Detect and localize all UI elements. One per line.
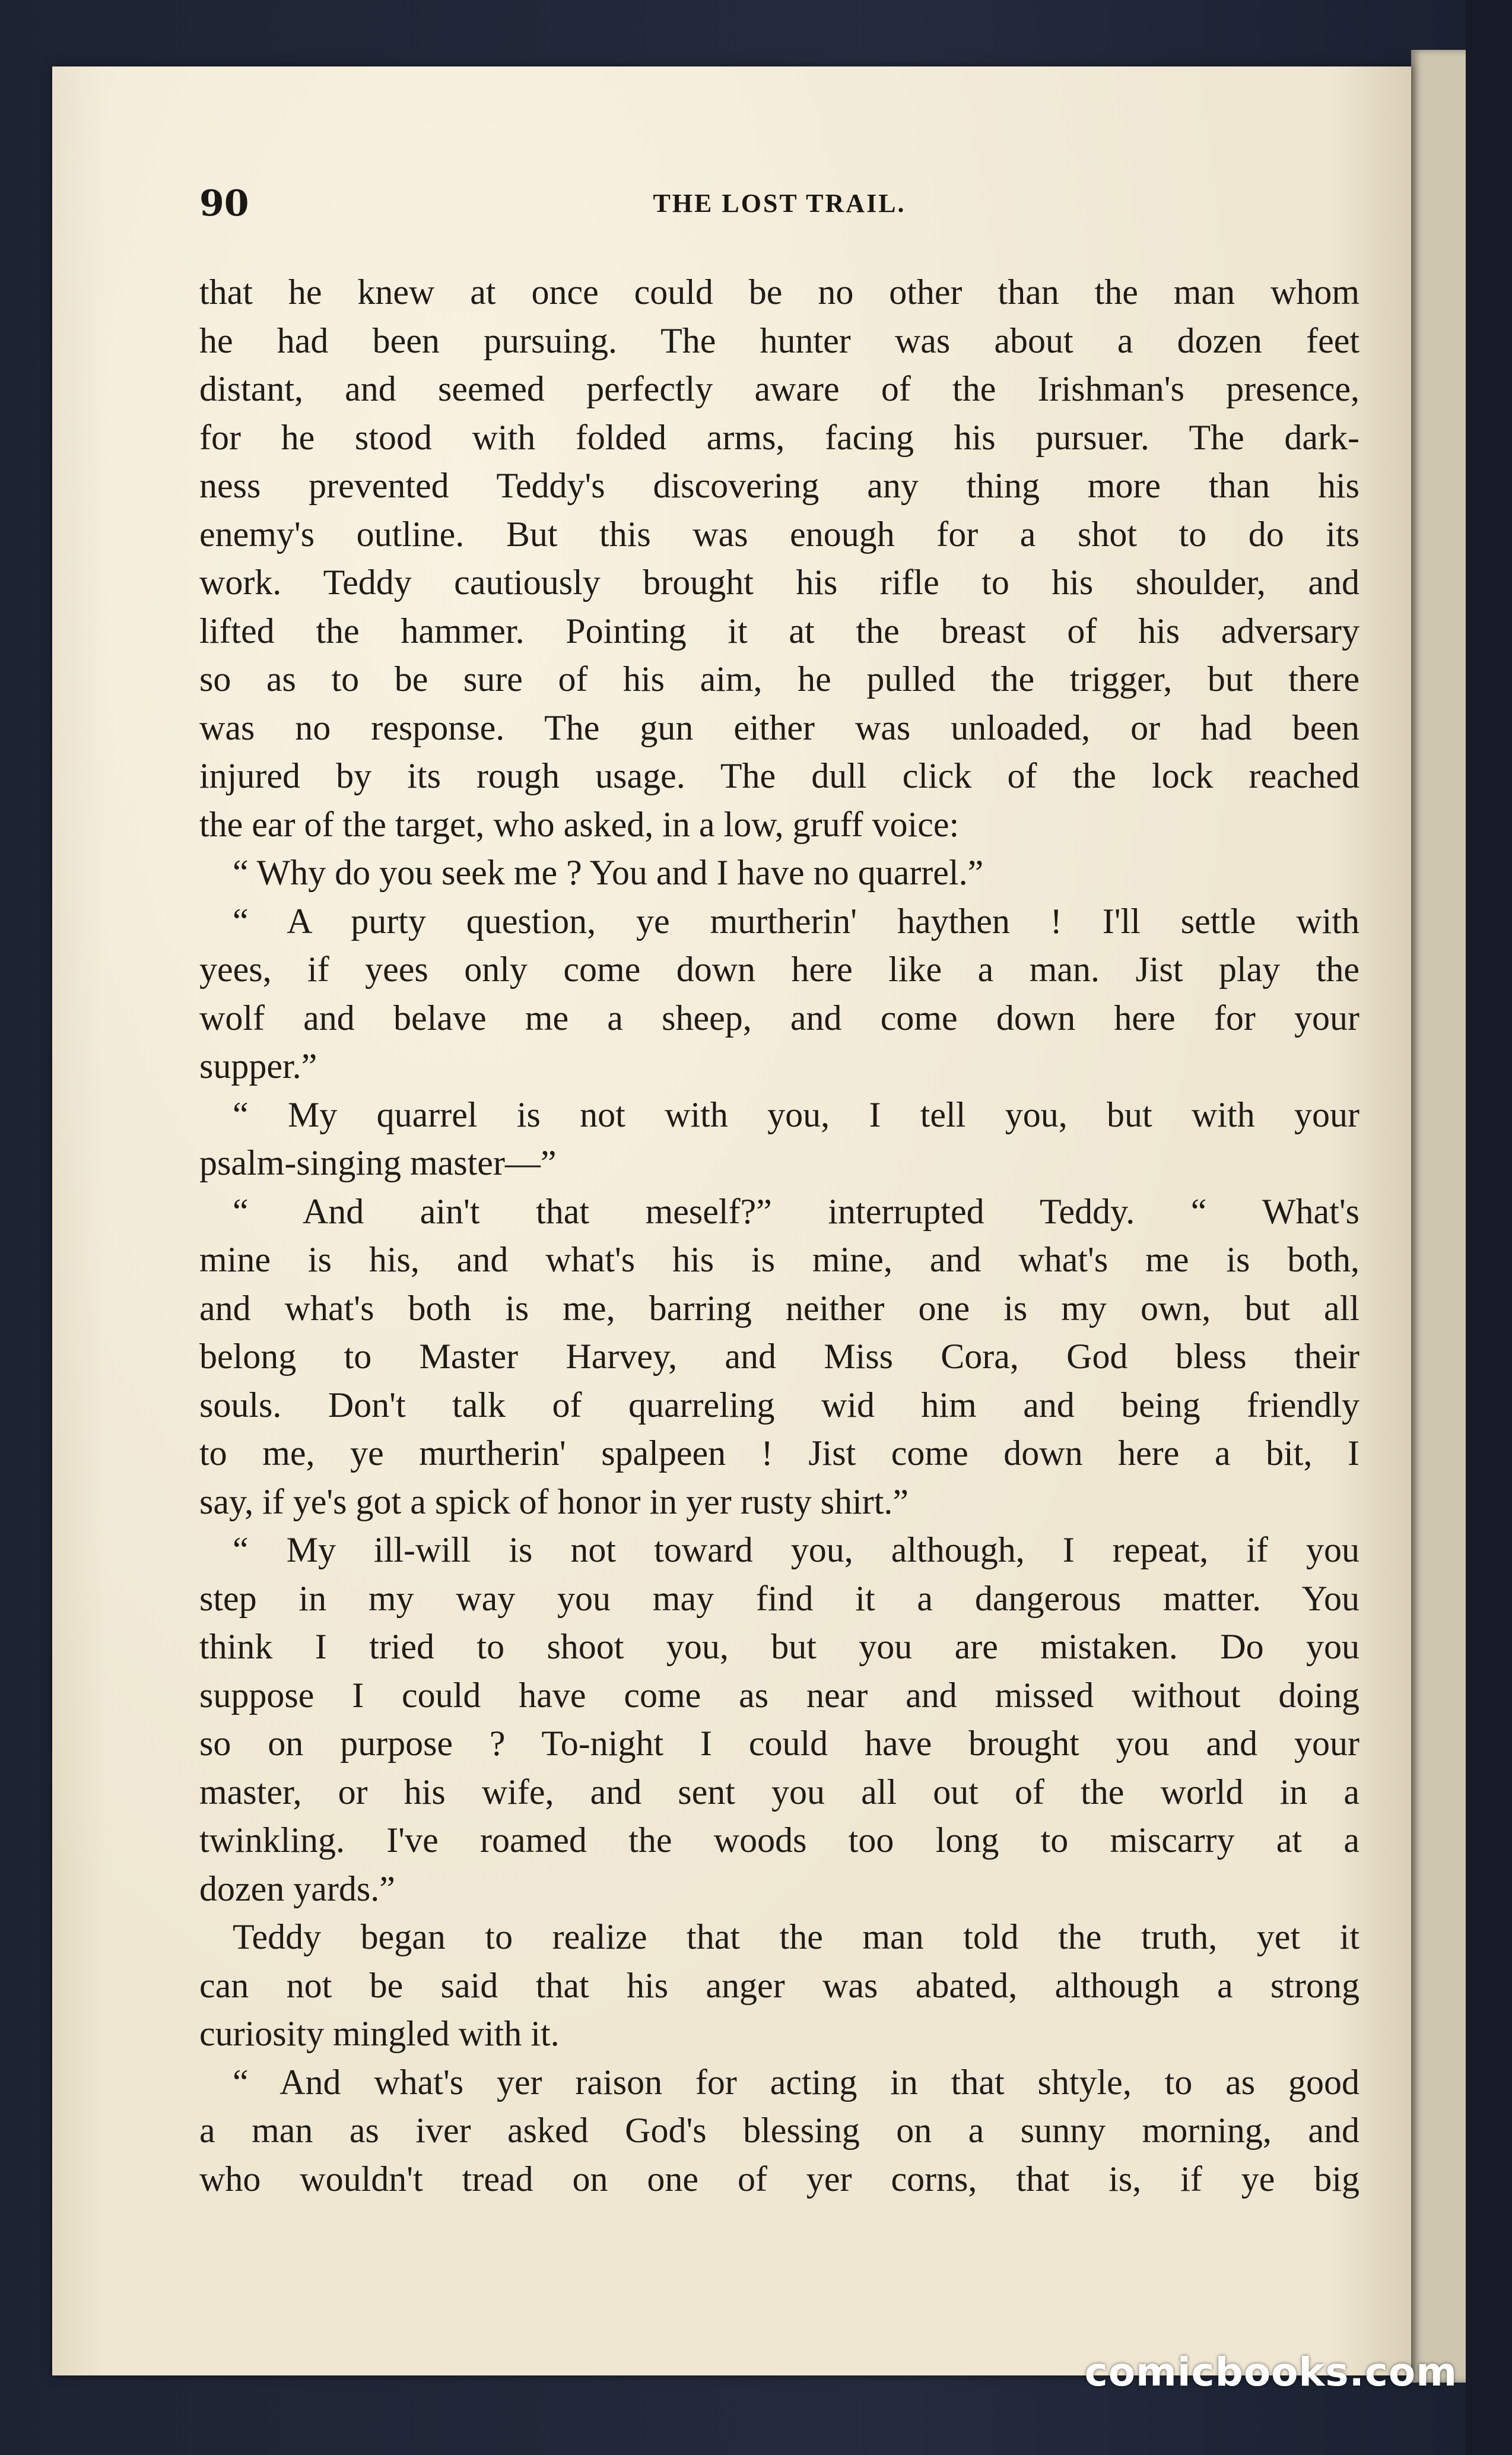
text-line: a man as iver asked God's blessing on a sunny morning, and	[199, 2111, 1359, 2150]
text-line: that he knew at once could be no other than the man whom	[199, 272, 1359, 312]
text-line: “ And what's yer raison for acting in that shtyle, to as good	[233, 2062, 1359, 2102]
book-spine-shadow	[1466, 0, 1512, 2455]
text-line: can not be said that his anger was abated, although a strong	[199, 1965, 1359, 2005]
text-line: ness prevented Teddy's discovering any thing more than his	[199, 466, 1359, 505]
text-line: think I tried to shoot you, but you are mistaken. Do you	[199, 1627, 1359, 1666]
text-line: so on purpose ? To-night I could have brought you and your	[199, 1724, 1359, 1763]
text-line: to me, ye murtherin' spalpeen ! Jist come down here a bit, I	[199, 1433, 1359, 1473]
text-line: so as to be sure of his aim, he pulled the trigger, but there	[199, 659, 1359, 699]
text-line: twinkling. I've roamed the woods too long to miscarry at a	[199, 1820, 1359, 1860]
text-line: he had been pursuing. The hunter was about a dozen feet	[199, 321, 1359, 360]
body-text	[199, 268, 1359, 2203]
text-line: belong to Master Harvey, and Miss Cora, God bless their	[199, 1337, 1359, 1376]
text-line: “ My ill-will is not toward you, although, I repeat, if you	[233, 1530, 1359, 1569]
watermark: comicbooks.com	[1084, 2349, 1457, 2395]
text-line: who wouldn't tread on one of yer corns, that is, if ye big	[199, 2159, 1359, 2199]
text-line: Teddy began to realize that the man told the truth, yet it	[233, 1917, 1359, 1956]
text-line: “ My quarrel is not with you, I tell you, but with your	[233, 1095, 1359, 1134]
text-line: step in my way you may find it a dangerous matter. You	[199, 1578, 1359, 1618]
text-line: work. Teddy cautiously brought his rifle to his shoulder, and	[199, 563, 1359, 602]
text-line: supper.”	[199, 1046, 317, 1086]
text-line: wolf and belave me a sheep, and come down here for your	[199, 998, 1359, 1038]
text-line: and what's both is me, barring neither one is my own, but all	[199, 1288, 1359, 1328]
text-line: distant, and seemed perfectly aware of the Irishman's presence,	[199, 369, 1359, 408]
text-line: “ Why do you seek me ? You and I have no quarrel.”	[233, 853, 984, 892]
text-line: souls. Don't talk of quarreling wid him and being friendly	[199, 1385, 1359, 1425]
text-line: yees, if yees only come down here like a man. Jist play the	[199, 950, 1359, 989]
text-line: injured by its rough usage. The dull click of the lock reached	[199, 756, 1359, 795]
text-line: suppose I could have come as near and missed without doing	[199, 1675, 1359, 1715]
text-line: the ear of the target, who asked, in a low, gruff voice:	[199, 804, 960, 844]
text-line: was no response. The gun either was unloaded, or had been	[199, 708, 1359, 747]
running-head: THE LOST TRAIL.	[653, 189, 906, 218]
text-line: “ A purty question, ye murtherin' haythen ! I'll settle with	[233, 901, 1359, 941]
text-line: for he stood with folded arms, facing his pursuer. The dark-	[199, 417, 1359, 457]
text-line: mine is his, and what's his is mine, and what's me is both,	[199, 1240, 1359, 1279]
text-line: curiosity mingled with it.	[199, 2014, 560, 2053]
text-line: dozen yards.”	[199, 1869, 395, 1908]
text-line: say, if ye's got a spick of honor in yer rusty shirt.”	[199, 1482, 909, 1521]
text-line: enemy's outline. But this was enough for a shot to do its	[199, 514, 1359, 554]
text-line: “ And ain't that meself?” interrupted Teddy. “ What's	[233, 1191, 1359, 1231]
text-line: psalm-singing master—”	[199, 1143, 557, 1182]
text-line: lifted the hammer. Pointing it at the breast of his adversary	[199, 611, 1359, 651]
page-number: 90	[199, 183, 249, 224]
page-header	[199, 183, 1359, 224]
text-line: master, or his wife, and sent you all out of the world in a	[199, 1772, 1359, 1812]
